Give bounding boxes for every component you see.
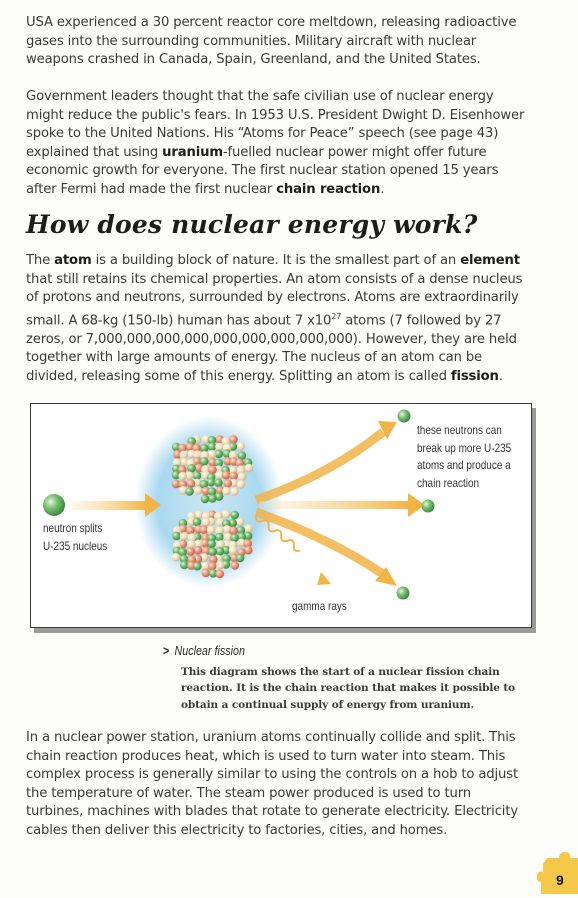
page-number-badge	[537, 852, 578, 894]
nucleon	[172, 553, 181, 562]
nucleon	[207, 540, 216, 549]
nucleon	[231, 561, 240, 570]
nucleon	[245, 464, 254, 473]
nucleon	[207, 526, 216, 535]
nucleon	[178, 472, 187, 481]
paragraph-atom	[26, 252, 531, 387]
nucleon	[187, 479, 196, 488]
incoming-neutron	[43, 494, 65, 516]
nucleon	[193, 562, 202, 571]
nucleon	[229, 546, 238, 555]
caption-body: This diagram shows the start of a nuclear fission chain reaction. It is the chain reaction that makes it possible to obtain a continual supply of energy from uranium.	[181, 666, 516, 711]
nucleon	[185, 487, 194, 496]
text-run: -fuelled nuclear power might offer future economic growth for everyone. The first nuclear station opened 15 years after Fermi had made the first nuclear	[26, 144, 499, 197]
term-atom: atom	[54, 253, 92, 268]
outgoing-arrow-top	[256, 421, 397, 500]
paragraph-power-station: In a nuclear power station, uranium atoms continually collide and split. This chain reaction produces heat, which is used to turn water into steam. This complex process is generally similar to using the controls on a hob to adjust the temperature of water. The steam power produced is used to turn turbines, machines with blades that rotate to generate electricity. Electricity cables then deliver this electricity to factories, cities, and homes.	[26, 730, 518, 838]
nucleon	[237, 442, 246, 451]
text-run: Government leaders thought that the safe civilian use of nuclear energy might reduce the public's fears. In 1953 U.S. President Dwight D. Eisenhower spoke to the United Nations. His “Atoms for Peace” speech (see page 43) explained that using	[26, 89, 525, 160]
section-heading: How does nuclear energy work?	[26, 210, 478, 239]
nucleon	[216, 561, 225, 570]
nucleon	[208, 450, 217, 459]
gamma-ray-arrowhead	[317, 572, 331, 585]
label-line: these neutrons can	[417, 424, 502, 437]
fission-diagram	[30, 403, 532, 628]
label-line: U-235 nucleus	[43, 539, 108, 553]
nucleon	[236, 554, 245, 563]
nucleon	[215, 533, 224, 542]
text-run: atoms (7 followed by 27 zeros, or 7,000,000,000,000,000,000,000,000,000). However, they are held together with large amounts of energy. The nucleus of an atom can be divided, releasing some of this energy. Splitting an atom is called	[26, 313, 517, 384]
paragraph-atoms-for-peace	[26, 88, 531, 200]
nucleon	[222, 510, 231, 519]
term-element: element	[460, 253, 520, 268]
outgoing-arrow-middle	[259, 493, 425, 517]
nucleon	[214, 479, 223, 488]
paragraph-intro: USA experienced a 30 percent reactor core meltdown, releasing radioactive gases into the surrounding communities. Military aircraft with nuclear weapons crashed in Canada, Spain, Greenland, and the United States.	[26, 15, 517, 68]
nucleon	[229, 526, 238, 535]
term-fission: fission	[450, 368, 499, 384]
nucleon	[216, 570, 225, 579]
nucleon	[230, 511, 239, 520]
nucleon	[186, 526, 195, 535]
term-uranium: uranium	[162, 144, 223, 160]
nucleon	[222, 471, 231, 480]
text-run: .	[498, 368, 503, 384]
label-neutron-splits	[43, 520, 107, 555]
nucleon	[238, 451, 247, 460]
nucleon	[202, 569, 211, 578]
incoming-arrow	[71, 493, 161, 517]
exponent: 27	[331, 311, 342, 321]
term-chain-reaction: chain reaction	[276, 181, 381, 197]
label-line: atoms and produce a	[417, 459, 511, 472]
page-number: 9	[556, 872, 564, 888]
text-run: that still retains its chemical properties. An atom consists of a dense nucleus of protons and neutrons, surrounded by electrons. Atoms are extraordinarily small. A 68-kg (150-lb) human has about 7 x10	[26, 271, 523, 329]
nucleon	[186, 547, 195, 556]
nucleon	[224, 479, 233, 488]
label-line: break up more U-235	[417, 441, 512, 455]
nucleon	[195, 510, 204, 519]
nucleon	[172, 532, 181, 541]
nucleon	[180, 532, 189, 541]
nucleon	[230, 487, 239, 496]
text-run: .	[380, 181, 385, 197]
label-line: chain reaction	[417, 476, 480, 490]
nucleon	[238, 472, 247, 481]
label-gamma-rays: gamma rays	[292, 600, 347, 613]
nucleon	[208, 466, 217, 475]
nucleon	[208, 494, 217, 503]
nucleon	[193, 518, 202, 527]
nucleon	[244, 524, 253, 533]
caption-arrow-icon: >	[163, 644, 170, 658]
nucleon	[194, 546, 203, 555]
text-run: The	[26, 253, 55, 268]
nucleon	[187, 464, 196, 473]
released-neutron-middle	[422, 500, 435, 513]
nucleon	[236, 517, 245, 526]
nucleon	[208, 442, 217, 451]
caption-title	[163, 644, 245, 658]
nucleon	[202, 518, 211, 527]
nucleon	[208, 548, 217, 557]
released-neutron-bottom	[397, 587, 410, 600]
label-line: neutron splits	[43, 522, 103, 535]
caption-title-text: Nuclear fission	[174, 644, 245, 658]
nucleon	[207, 478, 216, 487]
nucleon	[216, 547, 225, 556]
label-chain-reaction	[417, 422, 511, 492]
text-run: is a building block of nature. It is the smallest part of an	[91, 253, 461, 268]
outgoing-arrow-bottom	[256, 512, 397, 586]
nucleon	[194, 486, 203, 495]
nucleon	[237, 480, 246, 489]
nucleon	[201, 495, 210, 504]
nucleon	[222, 487, 231, 496]
released-neutron-top	[398, 410, 411, 423]
